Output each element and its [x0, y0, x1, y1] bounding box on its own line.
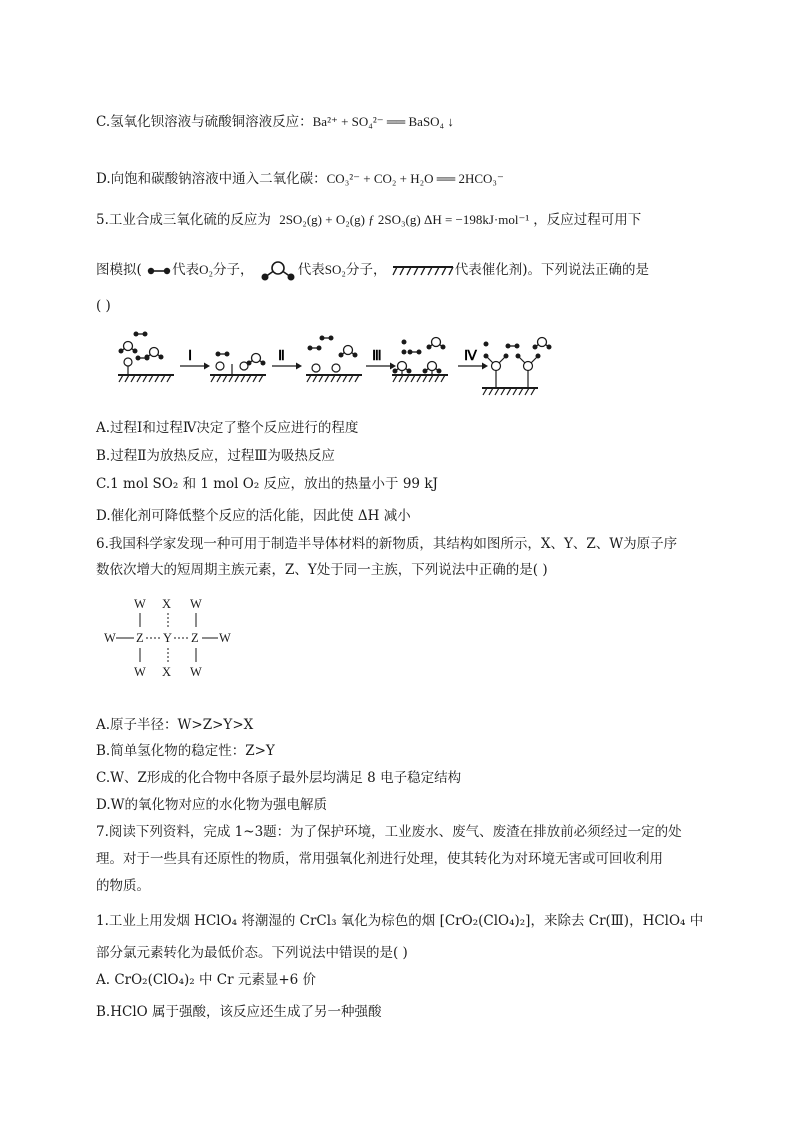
catalyst-surface-icon: [391, 265, 455, 277]
stage-3: [306, 336, 362, 383]
reaction-process-figure: [110, 328, 560, 400]
arrow-2: [272, 363, 302, 370]
o2-molecule-icon: [146, 266, 172, 276]
stage-5: [482, 338, 552, 396]
q5-line2-b: 代表: [172, 262, 200, 278]
molecular-structure: [104, 593, 254, 683]
q5-line2-e: 分子，: [345, 262, 387, 278]
option-c-formula: Ba²⁺ + SO₄²⁻ ══ BaSO₄ ↓: [312, 114, 454, 129]
struct-w-top-right: W: [190, 597, 202, 611]
q6-stem-1: 6.我国科学家发现一种可用于制造半导体材料的新物质，其结构如图所示，X、Y、Z、W为原子序: [96, 536, 678, 552]
q5-option-c: C.1 mol SO₂ 和 1 mol O₂ 反应，放出的热量小于 99 kJ: [96, 476, 438, 492]
struct-z-left: Z: [136, 631, 144, 645]
stage-4: [392, 338, 448, 383]
q5-intro: 5.工业合成三氧化硫的反应为: [96, 212, 271, 228]
q5-option-b: B.过程Ⅱ为放热反应，过程Ⅲ为吸热反应: [96, 448, 335, 464]
stage-2: [210, 352, 266, 383]
q5-option-a: A.过程Ⅰ和过程Ⅳ决定了整个反应进行的程度: [96, 420, 359, 436]
struct-y-center: Y: [163, 631, 173, 645]
struct-w-right: W: [219, 631, 231, 645]
q5-option-d: D.催化剂可降低整个反应的活化能，因此使 ΔH 减小: [96, 508, 411, 524]
q5-paren: ( ): [96, 298, 111, 314]
q5-so2-formula: SO₂: [324, 262, 346, 277]
q7-sub1-stem-1: 1.工业上用发烟 HClO₄ 将潮湿的 CrCl₃ 氧化为棕色的烟 [CrO₂(ClO₄)₂]，来除去 Cr(Ⅲ)，HClO₄ 中: [96, 913, 704, 929]
q6-option-d: D.W的氧化物对应的水化物为强电解质: [96, 797, 328, 813]
so2-molecule-icon: [258, 260, 298, 282]
step-1-label: Ⅰ: [188, 349, 193, 364]
stage-1: [118, 332, 174, 383]
q7-stem-3: 的物质。: [96, 878, 150, 894]
arrow-1: [180, 363, 210, 370]
q6-option-c: C.W、Z形成的化合物中各原子最外层均满足 8 电子稳定结构: [96, 770, 462, 786]
q5-equation: 2SO₂(g) + O₂(g) ƒ 2SO₃(g) ΔH = −198kJ·mol⁻¹: [279, 212, 530, 227]
struct-w-left: W: [104, 631, 116, 645]
option-d: [96, 167, 504, 187]
q7-sub1-stem-2: 部分氯元素转化为最低价态。下列说法中错误的是( ): [96, 945, 408, 961]
q5-line1: [96, 208, 641, 228]
q7-stem-1: 7.阅读下列资料，完成 1~3题：为了保护环境，工业废水、废气、废渣在排放前必须经过一定的处: [96, 824, 682, 840]
q5-line2-d: 代表: [297, 262, 325, 278]
q5-tail: ，反应过程可用下: [533, 212, 642, 228]
q5-line2-c: 分子，: [213, 262, 254, 278]
q7-stem-2: 理。对于一些具有还原性的物质，常用强氧化剂进行处理，使其转化为对环境无害或可回收利用: [96, 851, 663, 867]
q5-line2: [96, 258, 649, 282]
q6-stem-2: 数依次增大的短周期主族元素，Z、Y处于同一主族，下列说法中正确的是( ): [96, 562, 548, 578]
q7-sub1-option-a: A. CrO₂(ClO₄)₂ 中 Cr 元素显+6 价: [96, 972, 317, 988]
option-d-formula: CO₃²⁻ + CO₂ + H₂O ══ 2HCO₃⁻: [326, 171, 504, 186]
struct-z-right: Z: [191, 631, 199, 645]
struct-w-bottom-left: W: [134, 665, 146, 679]
struct-x-bottom: X: [162, 665, 172, 679]
option-d-text: D.向饱和碳酸钠溶液中通入二氧化碳：: [96, 171, 327, 187]
q5-o2-formula: O₂: [199, 262, 213, 277]
q5-line2-a: 图模拟(: [96, 262, 142, 278]
step-3-label: Ⅲ: [372, 349, 382, 364]
q7-sub1-option-b: B.HClO 属于强酸，该反应还生成了另一种强酸: [96, 1004, 382, 1020]
structure-bonds: [104, 593, 254, 683]
option-c-text: C.氢氧化钡溶液与硫酸铜溶液反应：: [96, 114, 313, 130]
struct-w-bottom-right: W: [190, 665, 202, 679]
struct-x-top: X: [162, 597, 172, 611]
struct-w-top-left: W: [134, 597, 146, 611]
q5-line2-f: 代表催化剂)。下列说法正确的是: [454, 262, 650, 278]
option-c: [96, 110, 454, 130]
q6-option-b: B.简单氢化物的稳定性：Z>Y: [96, 743, 275, 759]
step-2-label: Ⅱ: [278, 349, 285, 364]
q6-option-a: A.原子半径：W>Z>Y>X: [96, 717, 254, 733]
step-4-label: Ⅳ: [464, 349, 477, 364]
